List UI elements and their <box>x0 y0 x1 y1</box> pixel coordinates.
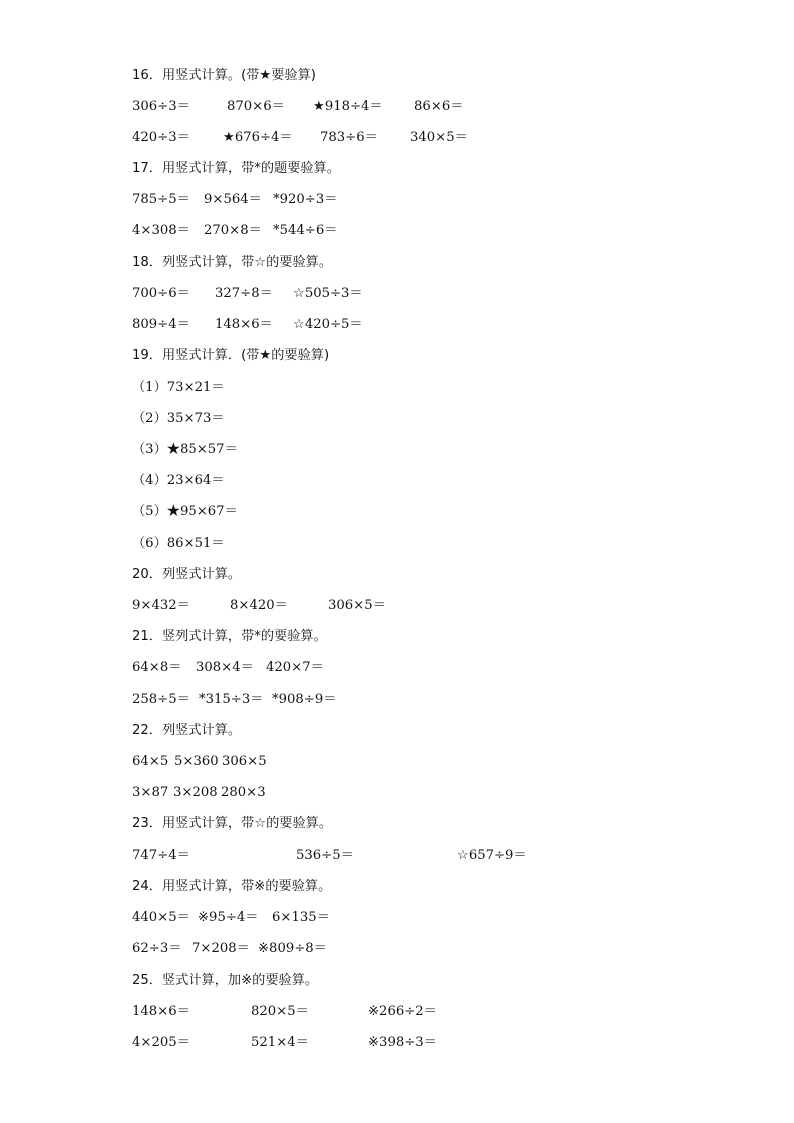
q20-row1-item: 8×420＝ <box>230 598 288 613</box>
q22-row1-item: 306×5 <box>222 754 267 769</box>
q25-row1-item: 820×5＝ <box>251 1004 309 1019</box>
q16-row1-item: 870×6＝ <box>227 99 285 114</box>
q17-title: 17．用竖式计算，带*的题要验算。 <box>132 161 340 176</box>
q25-row1-item: ※266÷2＝ <box>368 1004 437 1019</box>
q24-row2-item: ※809÷8＝ <box>258 941 327 956</box>
q23-row1-item: 747÷4＝ <box>132 848 190 863</box>
q24-row1-item: ※95÷4＝ <box>198 910 259 925</box>
q18-title: 18．列竖式计算，带☆的要验算。 <box>132 255 333 270</box>
q21-title: 21．竖列式计算，带*的要验算。 <box>132 629 327 644</box>
q23-title: 23．用竖式计算，带☆的要验算。 <box>132 816 333 831</box>
q25-title: 25．竖式计算，加※的要验算。 <box>132 973 319 988</box>
q25-row1-item: 148×6＝ <box>132 1004 190 1019</box>
q16-row2-item: 420÷3＝ <box>132 130 190 145</box>
q17-row1-item: 785÷5＝ <box>132 192 190 207</box>
q18-row1-item: 700÷6＝ <box>132 286 190 301</box>
q22-row1-item: 64×5 <box>132 754 169 769</box>
q23-row1-item: ☆657÷9＝ <box>457 848 527 863</box>
q17-row1-item: 9×564＝ <box>204 192 262 207</box>
q21-row2-item: *908÷9＝ <box>272 692 337 707</box>
q21-row2-item: 258÷5＝ <box>132 692 190 707</box>
q16-title: 16．用竖式计算。(带★要验算) <box>132 68 316 83</box>
q25-row2-item: 521×4＝ <box>251 1035 309 1050</box>
q16-row2-item: 783÷6＝ <box>320 130 378 145</box>
q22-row2-item: 3×208 <box>173 785 218 800</box>
q24-row2-item: 62÷3＝ <box>132 941 182 956</box>
q21-row1-item: 64×8＝ <box>132 660 182 675</box>
q20-row1-item: 306×5＝ <box>328 598 386 613</box>
q22-row1-item: 5×360 <box>174 754 219 769</box>
q19-title: 19．用竖式计算．(带★的要验算) <box>132 348 330 363</box>
q17-row2-item: 4×308＝ <box>132 223 190 238</box>
q17-row2-item: *544÷6＝ <box>273 223 338 238</box>
q16-row1-item: ★918÷4＝ <box>313 99 383 114</box>
q18-row2-item: 809÷4＝ <box>132 317 190 332</box>
q21-row2-item: *315÷3＝ <box>199 692 264 707</box>
q19-item: （2）35×73＝ <box>132 411 225 426</box>
q19-item: （3）★85×57＝ <box>132 442 238 457</box>
q20-row1-item: 9×432＝ <box>132 598 190 613</box>
q24-row1-item: 6×135＝ <box>272 910 330 925</box>
q18-row2-item: ☆420÷5＝ <box>293 317 363 332</box>
q19-item: （5）★95×67＝ <box>132 504 238 519</box>
q19-item: （4）23×64＝ <box>132 473 225 488</box>
q19-item: （1）73×21＝ <box>132 380 225 395</box>
q20-title: 20．列竖式计算。 <box>132 567 242 582</box>
q22-row2-item: 3×87 <box>132 785 169 800</box>
q24-title: 24．用竖式计算，带※的要验算。 <box>132 879 332 894</box>
q23-row1-item: 536÷5＝ <box>296 848 354 863</box>
q16-row1-item: 306÷3＝ <box>132 99 190 114</box>
q16-row1-item: 86×6＝ <box>414 99 464 114</box>
q19-item: （6）86×51＝ <box>132 536 225 551</box>
q17-row1-item: *920÷3＝ <box>273 192 338 207</box>
q16-row2-item: ★676÷4＝ <box>223 130 293 145</box>
q22-row2-item: 280×3 <box>221 785 266 800</box>
q24-row2-item: 7×208＝ <box>192 941 250 956</box>
q22-title: 22．列竖式计算。 <box>132 723 242 738</box>
q18-row1-item: ☆505÷3＝ <box>293 286 363 301</box>
q17-row2-item: 270×8＝ <box>204 223 262 238</box>
q16-row2-item: 340×5＝ <box>410 130 468 145</box>
q21-row1-item: 420×7＝ <box>266 660 324 675</box>
q24-row1-item: 440×5＝ <box>132 910 190 925</box>
q25-row2-item: 4×205＝ <box>132 1035 190 1050</box>
q18-row2-item: 148×6＝ <box>215 317 273 332</box>
q25-row2-item: ※398÷3＝ <box>368 1035 437 1050</box>
q21-row1-item: 308×4＝ <box>196 660 254 675</box>
q18-row1-item: 327÷8＝ <box>215 286 273 301</box>
